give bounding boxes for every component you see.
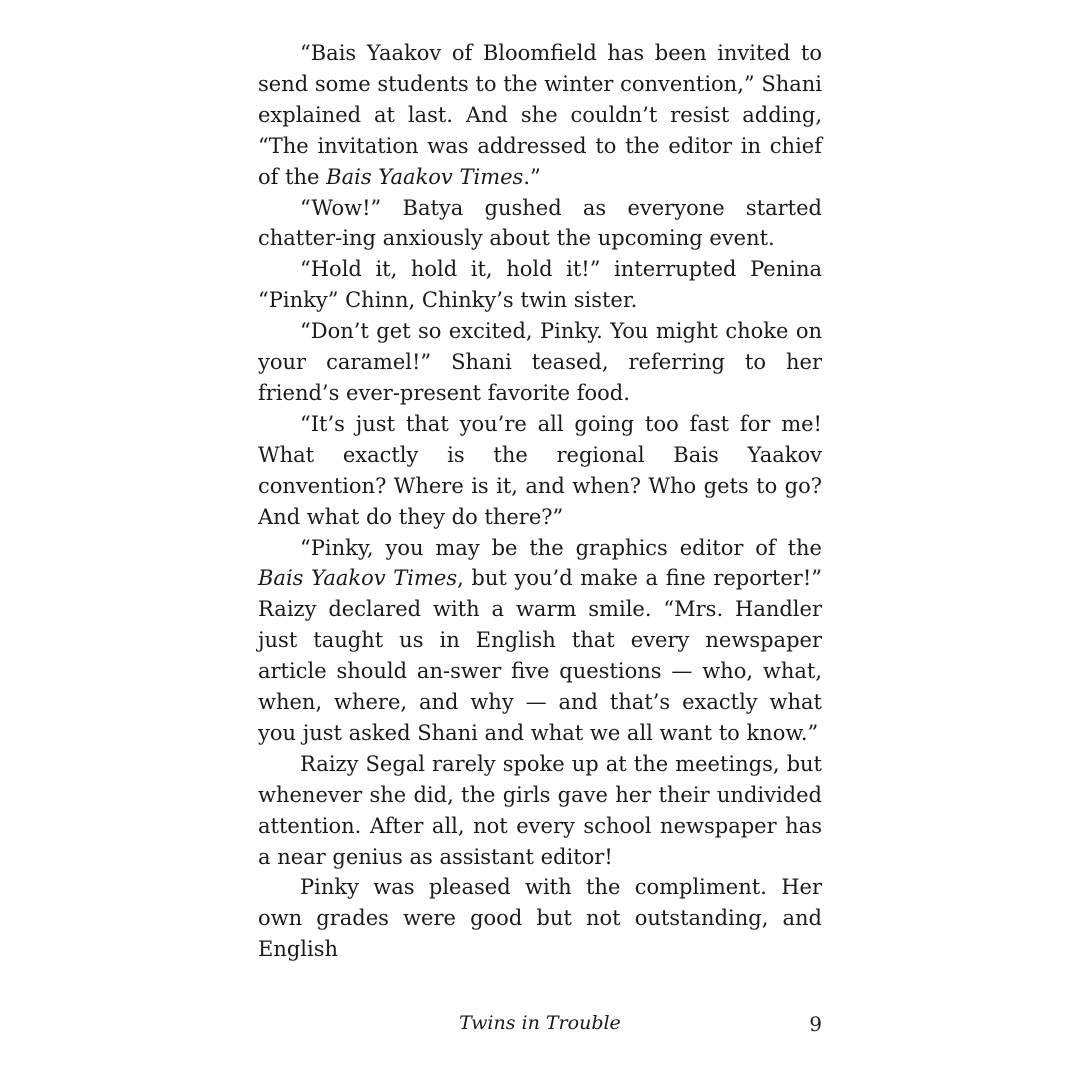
paragraph-text: “Pinky, you may be the graphics editor of the — [300, 535, 822, 560]
paragraph-text: “Bais Yaakov of Bloomfield has been invited to send some students to the winter convention,” Shani explained at last. And she couldn’t resist adding, “The invitation was addressed to the editor in chief of the — [258, 41, 822, 189]
paragraph-text: .” — [523, 164, 541, 189]
paragraph — [258, 254, 822, 316]
italic-text: Bais Yaakov Times — [258, 566, 458, 591]
paragraph — [258, 316, 822, 409]
paragraph — [258, 872, 822, 965]
paragraph — [258, 409, 822, 533]
paragraph — [258, 193, 822, 255]
paragraph — [258, 38, 822, 193]
paragraph-text: “Don’t get so excited, Pinky. You might choke on your caramel!” Shani teased, referring to her friend’s ever-present favorite food. — [258, 319, 822, 405]
paragraph-text: “Wow!” Batya gushed as everyone started chatter-ing anxiously about the upcoming event. — [258, 195, 822, 251]
paragraph-text: “It’s just that you’re all going too fast for me! What exactly is the regional Bais Yaakov convention? Where is it, and when? Who gets to go? And what do they do there?” — [258, 411, 822, 529]
page-number: 9 — [809, 1012, 822, 1036]
italic-text: Bais Yaakov Times — [326, 164, 524, 189]
running-footer-title: Twins in Trouble — [459, 1012, 621, 1034]
paragraph-text: Pinky was pleased with the compliment. Her own grades were good but not outstanding, and English — [258, 875, 822, 962]
paragraph — [258, 533, 822, 749]
paragraph-text: “Hold it, hold it, hold it!” interrupted Penina “Pinky” Chinn, Chinky’s twin sister. — [258, 257, 822, 313]
paragraph — [258, 749, 822, 873]
paragraph-text: Raizy Segal rarely spoke up at the meetings, but whenever she did, the girls gave her their undivided attention. After all, not every school newspaper has a near genius as assistant editor! — [258, 751, 822, 869]
body-text — [258, 38, 822, 965]
paragraph-text: , but you’d make a fine reporter!” Raizy declared with a warm smile. “Mrs. Handler just taught us in English that every newspaper article should an-swer five questions — who, what, when, where, and why — and that’s exactly what you just asked Shani and what we all want to know.” — [258, 566, 822, 745]
